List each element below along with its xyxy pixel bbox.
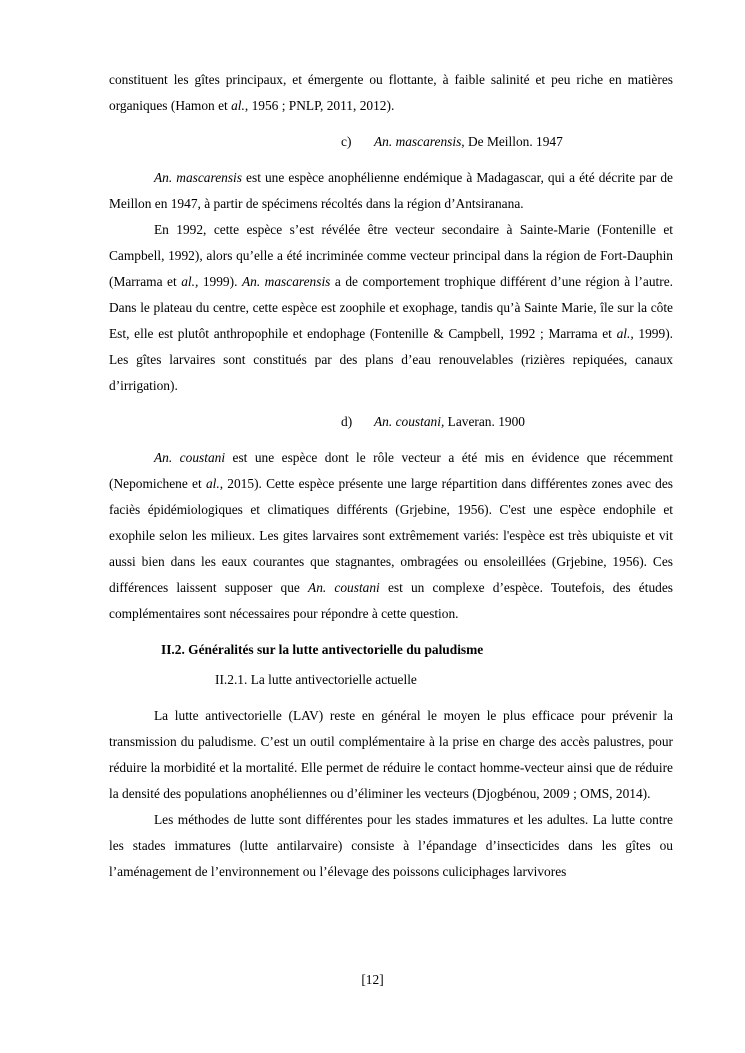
paragraph-mascarensis-vector: En 1992, cette espèce s’est révélée être vecteur secondaire à Sainte-Marie (Fontenille et Campbell, 1992), alors qu’elle a été incriminée comme vecteur principal dans la région de Fort-Dauphin (Marrama et al., 1999). An. mascarensis a de comportement trophique différent d’une région à l’autre. Dans le plateau du centre, cette espèce est zoophile et exophage, tandis qu’à Sainte Marie, île sur la côte Est, elle est plutôt anthropophile et endophage (Fontenille & Campbell, 1992 ; Marrama et al., 1999). Les gîtes larvaires sont constitués par des plans d’eau renouvelables (rizières repiquées, canaux d’irrigation). (109, 222, 674, 393)
document-page (109, 67, 673, 885)
heading-mascarensis (109, 129, 673, 155)
heading-letter: d) (341, 414, 353, 429)
heading-coustani (109, 409, 673, 435)
paragraph-mascarensis-intro: An. mascarensis est une espèce anophélienne endémique à Madagascar, qui a été décrite par de Meillon en 1947, à partir de spécimens récoltés dans la région d’Antsiranana. (109, 170, 674, 211)
paragraph-lav-methods: Les méthodes de lutte sont différentes pour les stades immatures et les adultes. La lutte contre les stades immatures (lutte antilarvaire) consiste à l’épandage d’insecticides dans les gîtes ou l’aménagement de l’environnement ou l’élevage des poissons culiciphages larvivores (109, 812, 673, 879)
section-heading: II.2. Généralités sur la lutte antivectorielle du paludisme (161, 642, 484, 657)
heading-title: An. mascarensis, De Meillon. 1947 (374, 134, 563, 149)
heading-letter: c) (341, 134, 352, 149)
page-number: [12] (361, 972, 384, 987)
subsection-heading: II.2.1. La lutte antivectorielle actuelle (215, 672, 417, 687)
paragraph-gites-principaux: constituent les gîtes principaux, et émergente ou flottante, à faible salinité et peu riche en matières organiques (Hamon et al., 1956 ; PNLP, 2011, 2012). (109, 72, 673, 113)
paragraph-lav-intro: La lutte antivectorielle (LAV) reste en général le moyen le plus efficace pour prévenir la transmission du paludisme. C’est un outil complémentaire à la prise en charge des accès palustres, pour réduire la morbidité et la mortalité. Elle permet de réduire le contact homme-vecteur ainsi que de réduire la densité des populations anophéliennes ou d’éliminer les vecteurs (Djogbénou, 2009 ; OMS, 2014). (109, 708, 673, 801)
paragraph-coustani: An. coustani est une espèce dont le rôle vecteur a été mis en évidence que récemment (Nepomichene et al., 2015). Cette espèce présente une large répartition dans différentes zones avec des faciès épidémiologiques et climatiques différents (Grjebine, 1956). C'est une espèce endophile et exophile selon les milieux. Les gites larvaires sont extrêmement variés: l'espèce est très ubiquiste et vit aussi bien dans les eaux courantes que stagnantes, ombragées ou ensoleillées (Grjebine, 1956). Ces différences laissent supposer que An. coustani est un complexe d’espèce. Toutefois, des études complémentaires sont nécessaires pour répondre à cette question. (109, 450, 674, 621)
heading-title: An. coustani, Laveran. 1900 (374, 414, 525, 429)
